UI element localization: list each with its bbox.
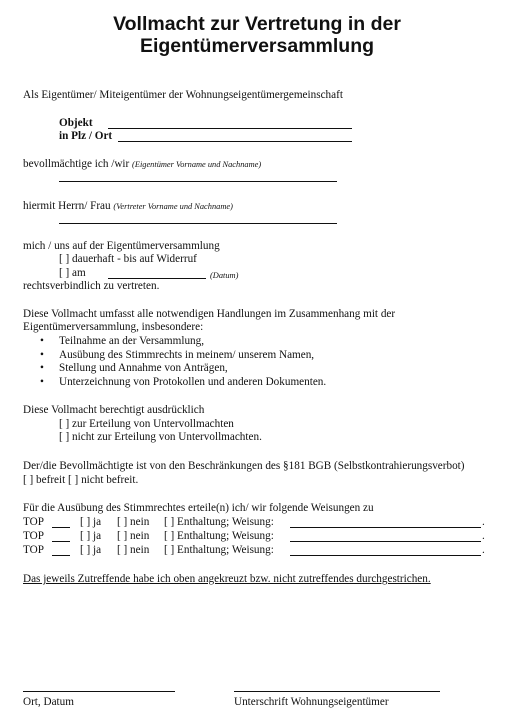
instruction-row-enthaltung[interactable]: [ ] Enthaltung; Weisung:: [164, 544, 274, 556]
owner-name-field-line[interactable]: [59, 181, 337, 182]
intro-text: Als Eigentümer/ Miteigentümer der Wohnungseigentümergemeinschaft: [23, 89, 343, 101]
restriction-options[interactable]: [ ] befreit [ ] nicht befreit.: [23, 474, 139, 486]
list-item: • Stellung und Annahme von Anträgen,: [40, 362, 326, 376]
instruction-row-weisung-line[interactable]: [290, 555, 481, 556]
scope-line-1: Diese Vollmacht umfasst alle notwendigen Handlungen im Zusammenhang mit der: [23, 308, 396, 320]
instruction-row-end: .: [482, 530, 485, 542]
instruction-row-ja[interactable]: [ ] ja: [80, 544, 102, 556]
document-title-line-2: Eigentümerversammlung: [139, 35, 375, 57]
representative-hint: (Vertreter Vorname und Nachname): [113, 202, 233, 211]
object-field-line[interactable]: [108, 128, 352, 129]
owner-signature-line[interactable]: [234, 691, 440, 692]
authorize-row: [23, 158, 261, 171]
instruction-row-top-label: TOP: [23, 544, 44, 556]
authorize-text: bevollmächtige ich /wir: [23, 158, 130, 170]
instructions-intro: Für die Ausübung des Stimmrechtes erteile(n) ich/ wir folgende Weisungen zu: [23, 502, 374, 514]
scope-list: [40, 335, 326, 389]
option-sub-authority-yes[interactable]: [ ] zur Erteilung von Untervollmachten: [59, 418, 234, 430]
option-sub-authority-no[interactable]: [ ] nicht zur Erteilung von Untervollmachten.: [59, 431, 262, 443]
document-title-line-1: Vollmacht zur Vertretung in der: [113, 13, 401, 35]
representative-row: [23, 200, 233, 213]
instruction-row-enthaltung[interactable]: [ ] Enthaltung; Weisung:: [164, 530, 274, 542]
object-label: Objekt: [59, 117, 93, 129]
plz-ort-field-line[interactable]: [118, 141, 352, 142]
instruction-row-top-number-line[interactable]: [52, 555, 70, 556]
meeting-line-1: mich / uns auf der Eigentümerversammlung: [23, 240, 220, 252]
representative-text: hiermit Herrn/ Frau: [23, 200, 111, 212]
authorize-hint: (Eigentümer Vorname und Nachname): [132, 160, 262, 169]
instruction-row-ja[interactable]: [ ] ja: [80, 530, 102, 542]
date-field-line[interactable]: [108, 278, 206, 279]
option-date-row: [59, 267, 86, 280]
instruction-row-top-number-line[interactable]: [52, 527, 70, 528]
sub-authority-line: Diese Vollmacht berechtigt ausdrücklich: [23, 404, 205, 416]
instruction-row-top-label: TOP: [23, 530, 44, 542]
owner-signature-label: Unterschrift Wohnungseigentümer: [234, 696, 389, 708]
list-item: • Ausübung des Stimmrechts in meinem/ unserem Namen,: [40, 349, 326, 363]
option-permanent[interactable]: [ ] dauerhaft - bis auf Widerruf: [59, 253, 197, 265]
place-date-signature-line[interactable]: [23, 691, 175, 692]
instruction-row-weisung-line[interactable]: [290, 527, 481, 528]
instruction-row-nein[interactable]: [ ] nein: [117, 544, 150, 556]
meeting-line-end: rechtsverbindlich zu vertreten.: [23, 280, 160, 292]
plz-ort-label: in Plz / Ort: [59, 130, 113, 142]
list-item: • Teilnahme an der Versammlung,: [40, 335, 326, 349]
instruction-row-end: .: [482, 544, 485, 556]
restriction-line-1: Der/die Bevollmächtigte ist von den Beschränkungen des §181 BGB (Selbstkontrahierungsverbot): [23, 460, 465, 472]
instruction-row-nein[interactable]: [ ] nein: [117, 530, 150, 542]
footnote: Das jeweils Zutreffende habe ich oben angekreuzt bzw. nicht zutreffendes durchgestrichen.: [23, 573, 431, 585]
place-date-label: Ort, Datum: [23, 696, 74, 708]
instruction-row-ja[interactable]: [ ] ja: [80, 516, 102, 528]
list-item: • Unterzeichnung von Protokollen und anderen Dokumenten.: [40, 376, 326, 390]
representative-name-field-line[interactable]: [59, 223, 337, 224]
instruction-row-nein[interactable]: [ ] nein: [117, 516, 150, 528]
scope-line-2: Eigentümerversammlung, insbesondere:: [23, 321, 204, 333]
date-hint: (Datum): [210, 271, 239, 280]
instruction-row-end: .: [482, 516, 485, 528]
instruction-row-top-label: TOP: [23, 516, 44, 528]
instruction-row-enthaltung[interactable]: [ ] Enthaltung; Weisung:: [164, 516, 274, 528]
instruction-row-weisung-line[interactable]: [290, 541, 481, 542]
instruction-row-top-number-line[interactable]: [52, 541, 70, 542]
option-date-checkbox[interactable]: [ ] am: [59, 267, 86, 279]
